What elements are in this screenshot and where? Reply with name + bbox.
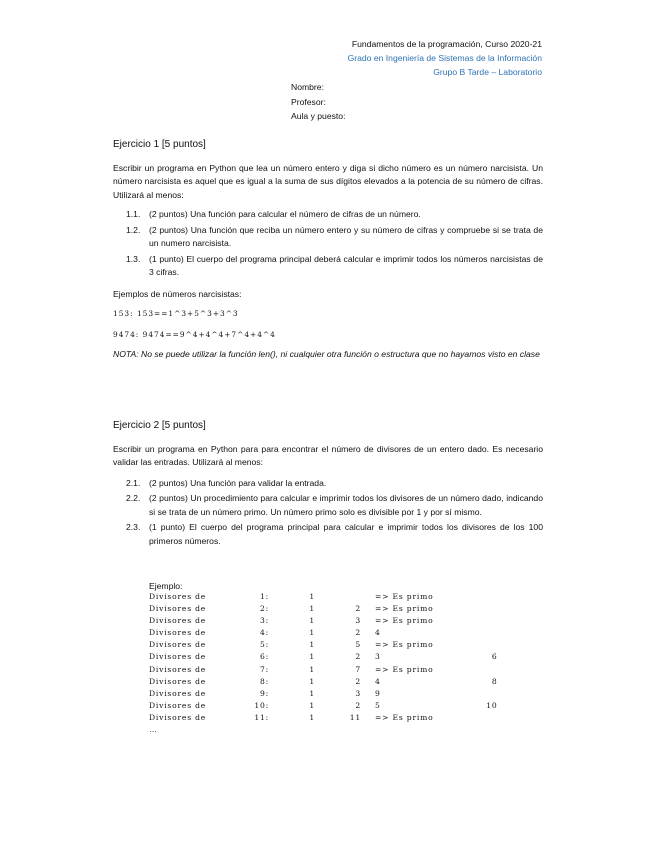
field-profesor: Profesor: xyxy=(291,96,326,107)
table-cell: 5 xyxy=(355,640,361,650)
list-item xyxy=(113,253,543,280)
example-output xyxy=(149,580,538,735)
list-item xyxy=(113,492,543,519)
item-number: 2.1. xyxy=(126,477,141,488)
table-row xyxy=(149,665,538,677)
exercise-2-intro: Escribir un programa en Python para para encontrar el número de divisores de un entero dado. Es necesario validar las entradas. Utilizará al menos: xyxy=(113,443,543,467)
table-cell xyxy=(498,592,538,604)
item-text: (1 punto) El cuerpo del programa principal deberá calcular e imprimir todos los números narcisistas de 3 cifras. xyxy=(149,253,543,277)
table-cell: 1: xyxy=(260,592,269,601)
table-row xyxy=(149,701,538,713)
table-cell: 3 xyxy=(355,688,361,698)
exercise-1-list xyxy=(113,208,543,280)
exercise-1-intro: Escribir un programa en Python que lea un número entero y diga si dicho número es un número narcisista. Un número narcisista es aquel que es igual a la suma de sus dígitos elevados a la potencia de su número de cifras. Utilizará al menos: xyxy=(113,162,543,200)
item-number: 1.2. xyxy=(126,224,141,235)
item-number: 2.3. xyxy=(126,522,141,532)
document-header xyxy=(348,37,542,79)
table-cell: 1 xyxy=(309,676,315,686)
table-cell: => Es primo xyxy=(375,712,434,722)
table-cell: 1 xyxy=(309,628,315,638)
group-name: Grupo B Tarde – Laboratorio xyxy=(433,67,542,77)
divisors-table xyxy=(149,592,538,725)
table-cell: => Es primo xyxy=(375,592,434,601)
table-cell xyxy=(329,592,361,604)
item-text: (2 puntos) Un procedimiento para calcular e imprimir todos los divisores de un número dado, indicando si se trata de un número primo. Un número primo solo es divisible por 1 y por sí mismo. xyxy=(149,493,543,517)
table-cell: 2 xyxy=(355,652,361,662)
table-row xyxy=(149,616,538,628)
table-cell: 1 xyxy=(309,664,315,674)
table-row xyxy=(149,592,538,604)
table-cell xyxy=(434,628,498,640)
table-row xyxy=(149,677,538,689)
table-cell xyxy=(434,592,498,604)
item-number: 2.2. xyxy=(126,493,141,503)
table-cell: 3 xyxy=(355,616,361,626)
table-cell xyxy=(434,616,498,628)
table-cell: 8: xyxy=(260,676,269,686)
table-cell: Divisores de xyxy=(149,616,207,626)
item-text: (2 puntos) Una función que reciba un número entero y su número de cifras y compruebe si se trata de un numero narcisista. xyxy=(149,224,543,248)
table-cell: 9 xyxy=(375,688,381,698)
table-row xyxy=(149,652,538,664)
table-cell: 2: xyxy=(260,604,269,614)
table-cell xyxy=(434,665,498,677)
table-cell: Divisores de xyxy=(149,628,207,638)
table-cell: 1 xyxy=(309,640,315,650)
student-fields xyxy=(291,80,345,124)
table-cell: 1 xyxy=(309,604,315,614)
table-cell: 8 xyxy=(491,676,498,686)
item-number: 1.1. xyxy=(126,209,141,219)
item-text: (2 puntos) Una función para validar la entrada. xyxy=(149,477,327,488)
exercise-2-title: Ejercicio 2 [5 puntos] xyxy=(113,420,206,431)
examples-label: Ejemplos de números narcisistas: xyxy=(113,288,242,299)
table-cell: Divisores de xyxy=(149,700,207,710)
table-cell xyxy=(498,689,538,701)
table-cell: 7: xyxy=(260,664,269,674)
table-cell xyxy=(498,616,538,628)
table-cell: Divisores de xyxy=(149,604,207,614)
table-row xyxy=(149,628,538,640)
field-aula: Aula y puesto: xyxy=(291,111,346,121)
list-item xyxy=(113,521,543,548)
table-cell: => Es primo xyxy=(375,616,434,626)
table-cell: Divisores de xyxy=(149,652,207,662)
table-cell: 4: xyxy=(260,628,269,638)
exercise-2-list xyxy=(113,477,543,549)
item-text: (1 punto) El cuerpo del programa principal para calcular e imprimir todos los divisores de los 100 primeros números. xyxy=(149,522,543,546)
table-cell: 6 xyxy=(491,652,498,662)
example-label: Ejemplo: xyxy=(149,581,183,591)
field-nombre: Nombre: xyxy=(291,82,324,92)
table-row xyxy=(149,713,538,725)
course-title: Fundamentos de la programación, Curso 2020-21 xyxy=(351,39,542,49)
example-153: 153: 153==1^3+5^3+3^3 xyxy=(113,309,239,318)
example-9474: 9474: 9474==9^4+4^4+7^4+4^4 xyxy=(113,329,276,339)
list-item xyxy=(113,224,543,251)
table-cell xyxy=(498,677,538,689)
exercise-1-note: NOTA: No se puede utilizar la función len(), ni cualquier otra función o estructura que no hayamos visto en clase xyxy=(113,349,540,359)
table-cell: 10 xyxy=(486,700,498,710)
table-cell xyxy=(498,713,538,725)
table-cell: 7 xyxy=(355,664,361,674)
table-cell xyxy=(434,713,498,725)
table-cell: 2 xyxy=(355,628,361,638)
table-cell: 1 xyxy=(309,712,315,722)
exercise-1 xyxy=(113,138,543,362)
table-cell: 2 xyxy=(355,604,361,614)
table-cell: Divisores de xyxy=(149,664,207,674)
table-cell: 2 xyxy=(355,700,361,710)
table-cell: 2 xyxy=(355,676,361,686)
exercise-2 xyxy=(113,419,543,548)
table-cell: 5: xyxy=(260,640,269,650)
table-cell xyxy=(498,665,538,677)
table-cell: 1 xyxy=(309,616,315,626)
table-cell xyxy=(498,640,538,652)
list-item xyxy=(113,477,543,491)
table-cell: 5 xyxy=(375,700,381,710)
table-cell: 9: xyxy=(260,688,269,698)
table-row xyxy=(149,604,538,616)
table-cell: Divisores de xyxy=(149,676,207,686)
table-cell: 3: xyxy=(260,616,269,626)
table-cell: => Es primo xyxy=(375,640,434,650)
table-cell: 1 xyxy=(309,688,315,698)
table-cell xyxy=(498,628,538,640)
item-text: (2 puntos) Una función para calcular el número de cifras de un número. xyxy=(149,209,421,219)
table-cell xyxy=(498,701,538,713)
table-cell: 10: xyxy=(254,700,269,710)
list-item xyxy=(113,208,543,222)
table-cell: 1 xyxy=(309,700,315,710)
table-row xyxy=(149,640,538,652)
table-cell: Divisores de xyxy=(149,592,207,601)
degree-name: Grado en Ingeniería de Sistemas de la Información xyxy=(347,53,542,63)
table-cell: Divisores de xyxy=(149,688,207,698)
table-cell: 6: xyxy=(260,652,269,662)
table-cell xyxy=(498,652,538,664)
ellipsis: … xyxy=(149,725,157,735)
item-number: 1.3. xyxy=(126,253,141,264)
exercise-1-title: Ejercicio 1 [5 puntos] xyxy=(113,139,206,150)
table-cell: 11 xyxy=(349,712,361,722)
table-cell: 4 xyxy=(375,676,381,686)
table-cell xyxy=(434,604,498,616)
table-cell xyxy=(498,604,538,616)
table-cell xyxy=(434,689,498,701)
table-cell: 1 xyxy=(309,652,315,662)
table-cell: => Es primo xyxy=(375,664,434,674)
table-cell xyxy=(434,640,498,652)
table-cell: 3 xyxy=(375,652,381,662)
table-cell: 1 xyxy=(309,592,315,601)
table-cell: Divisores de xyxy=(149,640,207,650)
table-cell: 11: xyxy=(254,712,269,722)
table-cell: Divisores de xyxy=(149,712,207,722)
table-row xyxy=(149,689,538,701)
table-cell: => Es primo xyxy=(375,604,434,614)
table-cell: 4 xyxy=(375,628,381,638)
